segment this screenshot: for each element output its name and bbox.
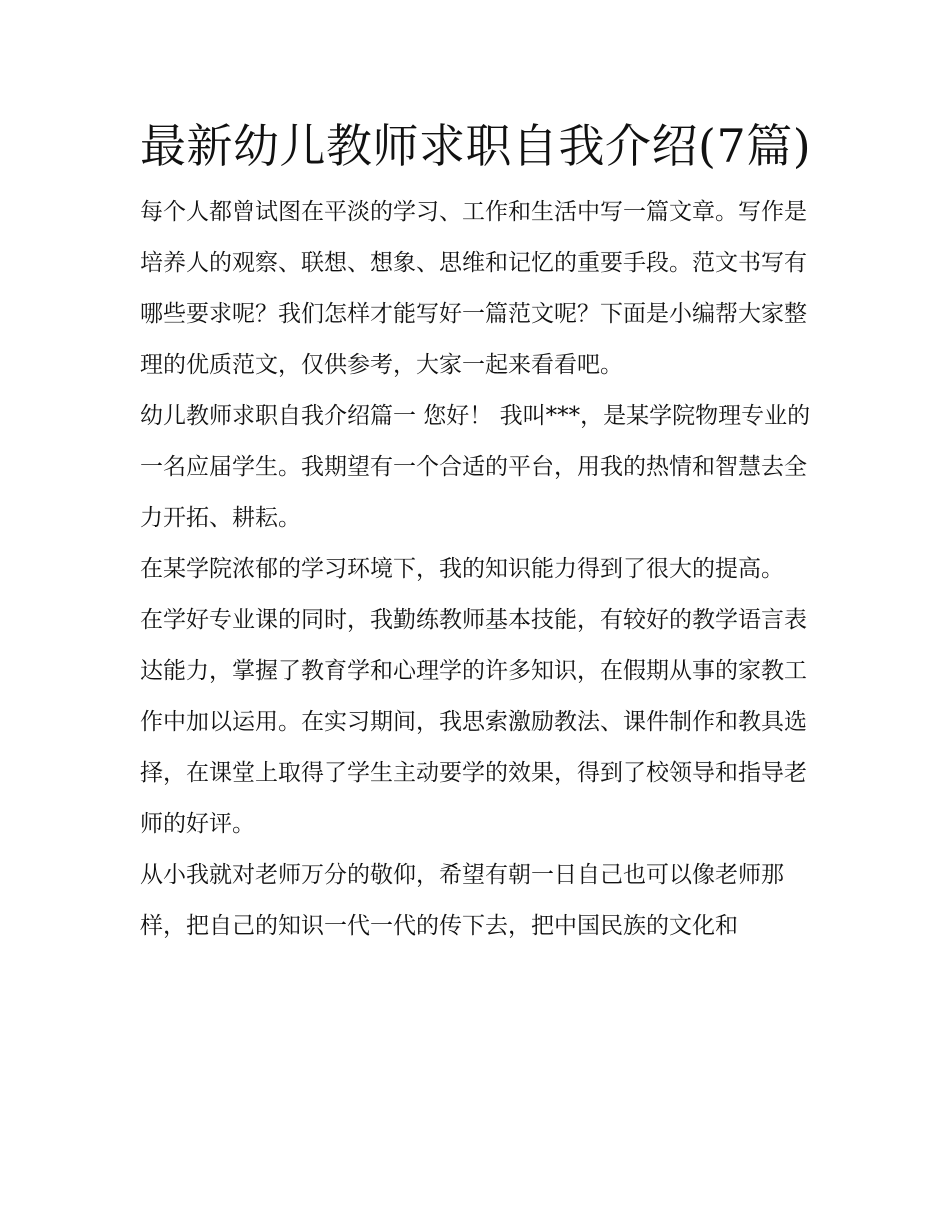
- document-content: [140, 116, 815, 952]
- study-environment-paragraph: 在某学院浓郁的学习环境下，我的知识能力得到了很大的提高。: [140, 556, 784, 582]
- self-introduction-paragraph: 幼儿教师求职自我介绍篇一 您好！ 我叫***，是某学院物理专业的一名应届学生。我期望有一个合适的平台，用我的热情和智慧去全力开拓、耕耘。: [140, 403, 811, 531]
- intro-paragraph: 每个人都曾试图在平淡的学习、工作和生活中写一篇文章。写作是培养人的观察、联想、想象、思维和记忆的重要手段。范文书写有哪些要求呢？我们怎样才能写好一篇范文呢？下面是小编帮大家整理的优质范文，仅供参考，大家一起来看看吧。: [140, 199, 807, 378]
- document-title: 最新幼儿教师求职自我介绍(7篇): [140, 119, 812, 173]
- teaching-skills-paragraph: 在学好专业课的同时，我勤练教师基本技能，有较好的教学语言表达能力，掌握了教育学和心理学的许多知识，在假期从事的家教工作中加以运用。在实习期间，我思索激励教法、课件制作和教具选择，在课堂上取得了学生主动要学的效果，得到了校领导和指导老师的好评。: [140, 607, 807, 837]
- aspiration-paragraph: 从小我就对老师万分的敬仰，希望有朝一日自己也可以像老师那样，把自己的知识一代一代的传下去，把中国民族的文化和: [140, 862, 784, 939]
